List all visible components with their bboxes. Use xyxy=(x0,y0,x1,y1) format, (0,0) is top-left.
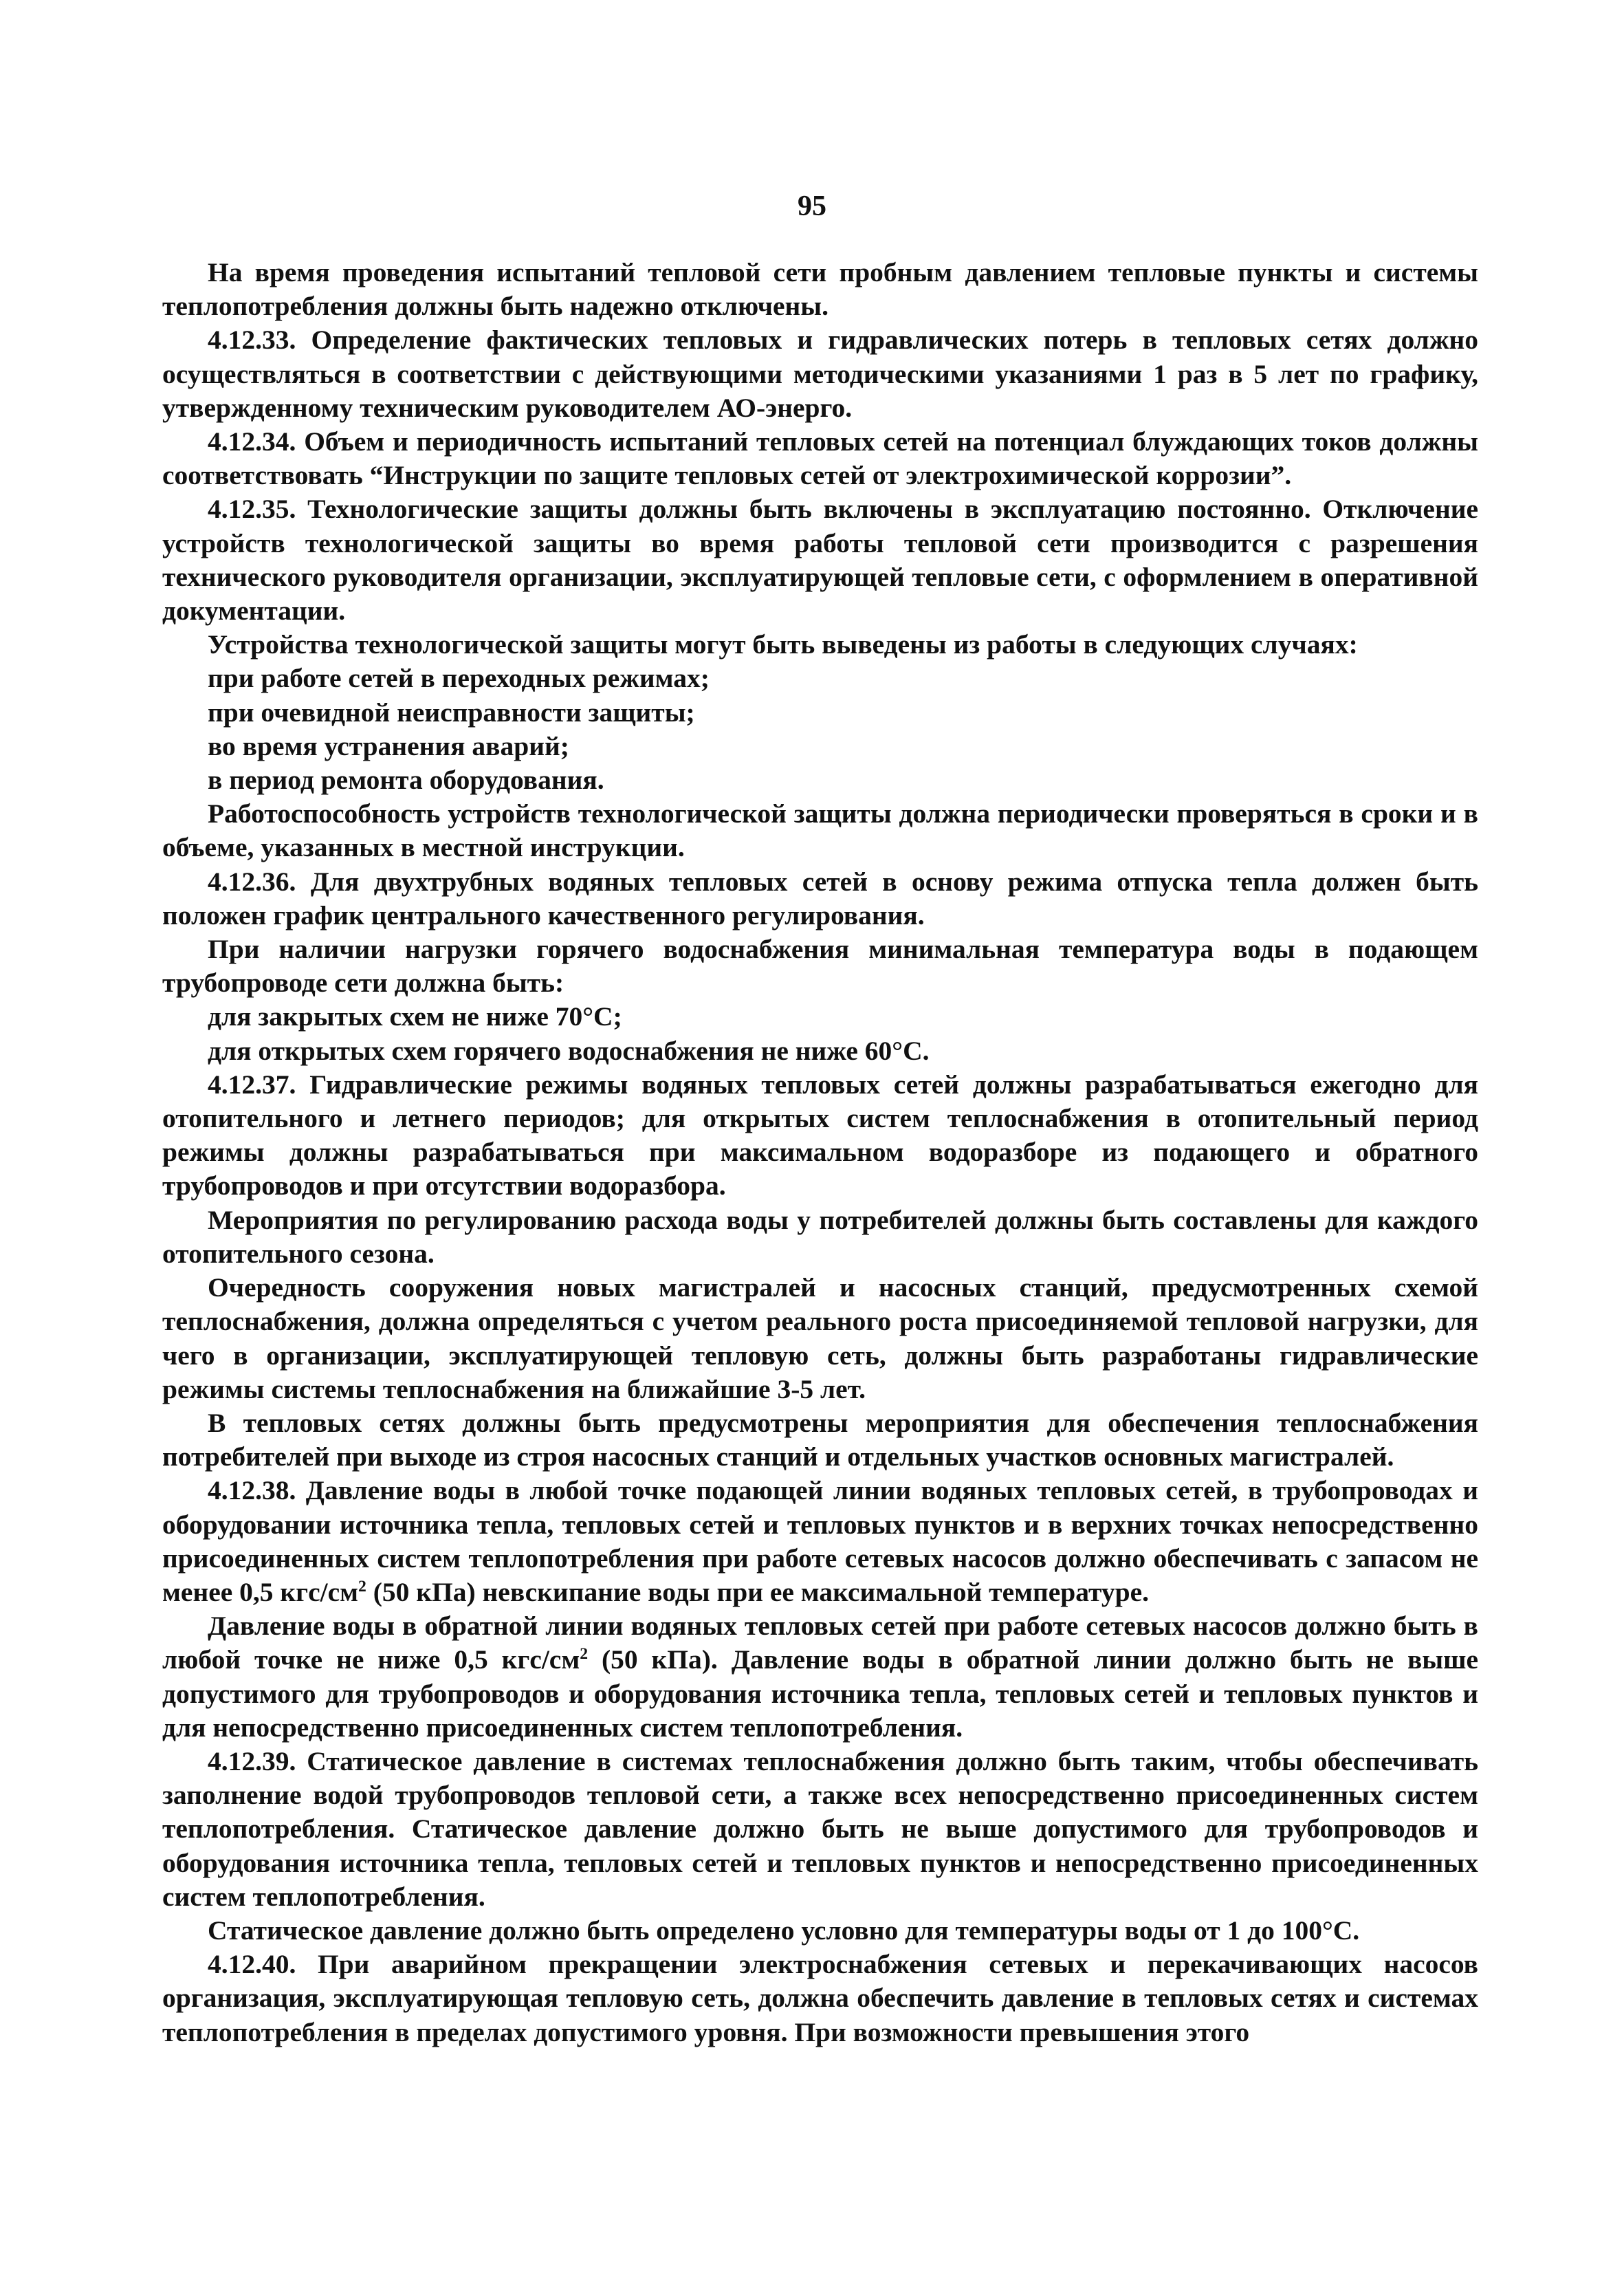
paragraph: Очередность сооружения новых магистралей и насосных станций, предусмотренных схемой теплоснабжения, должна определяться с учетом реального роста присоединяемой тепловой нагрузки, для чего в организации, эксплуатирующей тепловую сеть, должны быть разработаны гидравлические режимы системы теплоснабжения на ближайшие 3-5 лет. xyxy=(162,1272,1478,1404)
paragraph: При наличии нагрузки горячего водоснабжения минимальная температура воды в подающем трубопроводе сети должна быть: xyxy=(162,934,1478,999)
list-item: для открытых схем горячего водоснабжения не ниже 60°С. xyxy=(208,1035,930,1066)
document-body xyxy=(162,256,1478,2049)
paragraph: 4.12.34. Объем и периодичность испытаний тепловых сетей на потенциал блуждающих токов должны соответствовать “Инструкции по защите тепловых сетей от электрохимической коррозии”. xyxy=(162,426,1478,491)
paragraph: 4.12.36. Для двухтрубных водяных тепловых сетей в основу режима отпуска тепла должен быть положен график центрального качественного регулирования. xyxy=(162,866,1478,930)
paragraph: Статическое давление должно быть определено условно для температуры воды от 1 до 100°С. xyxy=(208,1915,1360,1946)
paragraph-text: (50 кПа). Давление воды в обратной линии должно быть не выше допустимого для трубопроводов и оборудования источника тепла, тепловых сетей и тепловых пунктов и для непосредственно присоединенных систем теплопотребления. xyxy=(162,1644,1478,1743)
paragraph: В тепловых сетях должны быть предусмотрены мероприятия для обеспечения теплоснабжения потребителей при выходе из строя насосных станций и отдельных участков основных магистралей. xyxy=(162,1407,1478,1472)
paragraph xyxy=(162,1609,1478,1745)
paragraph xyxy=(162,1474,1478,1609)
paragraph: 4.12.39. Статическое давление в системах теплоснабжения должно быть таким, чтобы обеспечивать заполнение водой трубопроводов тепловой сети, а также всех непосредственно присоединенных систем теплопотребления. Статическое давление должно быть не выше допустимого для трубопроводов и оборудования источника тепла, тепловых сетей и тепловых пунктов и непосредственно присоединенных систем теплопотребления. xyxy=(162,1745,1478,1912)
paragraph: Мероприятия по регулированию расхода воды у потребителей должны быть составлены для каждого отопительного сезона. xyxy=(162,1204,1478,1269)
list-item: в период ремонта оборудования. xyxy=(208,765,604,796)
paragraph: 4.12.40. При аварийном прекращении электроснабжения сетевых и перекачивающих насосов организация, эксплуатирующая тепловую сеть, должна обеспечить давление в тепловых сетях и системах теплопотребления в пределах допустимого уровня. При возможности превышения этого xyxy=(162,1949,1478,2047)
list-item: при работе сетей в переходных режимах; xyxy=(208,663,710,694)
paragraph: Работоспособность устройств технологической защиты должна периодически проверяться в сроки и в объеме, указанных в местной инструкции. xyxy=(162,798,1478,863)
superscript: 2 xyxy=(358,1577,366,1596)
paragraph-text: 4.12.38. Давление воды в любой точке подающей линии водяных тепловых сетей, в трубопроводах и оборудовании источника тепла, тепловых сетей и тепловых пунктов и в верхних точках непосредственно присоединенных систем теплопотребления при работе сетевых насосов должно обеспечивать с запасом не менее 0,5 кгс/см xyxy=(162,1475,1478,1607)
paragraph: 4.12.35. Технологические защиты должны быть включены в эксплуатацию постоянно. Отключение устройств технологической защиты во время работы тепловой сети производится с разрешения технического руководителя организации, эксплуатирующей тепловые сети, с оформлением в оперативной документации. xyxy=(162,494,1478,627)
paragraph-text: (50 кПа) невскипание воды при ее максимальной температуре. xyxy=(366,1576,1150,1607)
list-item: во время устранения аварий; xyxy=(208,730,569,761)
list-item: при очевидной неисправности защиты; xyxy=(208,697,695,728)
paragraph: 4.12.37. Гидравлические режимы водяных тепловых сетей должны разрабатываться ежегодно для отопительного и летнего периодов; для открытых систем теплоснабжения в отопительный период режимы должны разрабатываться при максимальном водоразборе из подающего и обратного трубопроводов и при отсутствии водоразбора. xyxy=(162,1069,1478,1201)
paragraph: 4.12.33. Определение фактических тепловых и гидравлических потерь в тепловых сетях должно осуществляться в соответствии с действующими методическими указаниями 1 раз в 5 лет по графику, утвержденному техническим руководителем АО-энерго. xyxy=(162,325,1478,423)
paragraph: На время проведения испытаний тепловой сети пробным давлением тепловые пункты и системы теплопотребления должны быть надежно отключены. xyxy=(162,257,1478,322)
paragraph: Устройства технологической защиты могут быть выведены из работы в следующих случаях: xyxy=(208,629,1358,660)
page-number: 95 xyxy=(798,191,826,222)
list-item: для закрытых схем не ниже 70°С; xyxy=(208,1001,622,1032)
superscript: 2 xyxy=(580,1645,589,1664)
paragraph-text: Давление воды в обратной линии водяных тепловых сетей при работе сетевых насосов должно быть в любой точке не ниже 0,5 кгс/см xyxy=(162,1611,1478,1675)
